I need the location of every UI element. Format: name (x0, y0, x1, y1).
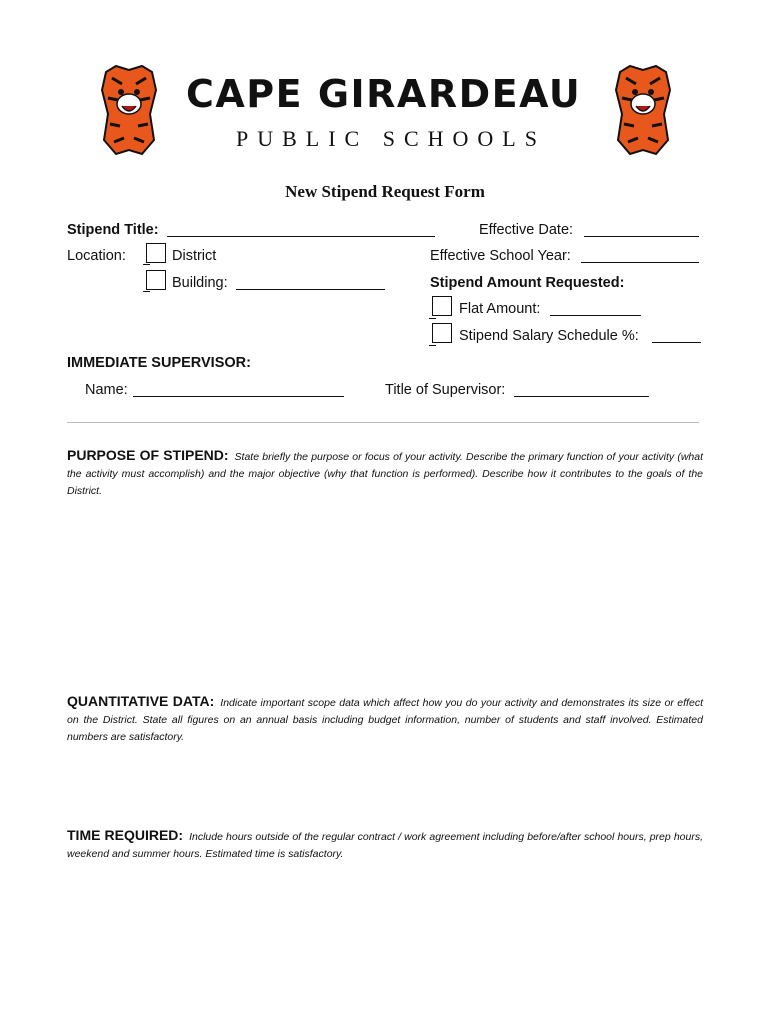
time-required-heading: TIME REQUIRED: (67, 827, 184, 843)
time-required-instructions: Include hours outside of the regular contract / work agreement including before/after school hours, prep hours, weekend and summer hours. Estimated time is satisfactory. (67, 831, 704, 860)
section-divider (67, 422, 699, 423)
building-label: Building: (172, 275, 228, 291)
flat-amount-checkbox-underscore (429, 318, 436, 319)
effective-date-field[interactable] (584, 223, 699, 237)
supervisor-name-label: Name: (85, 382, 128, 398)
location-label: Location: (67, 248, 126, 264)
supervisor-name-field[interactable] (133, 383, 344, 397)
quantitative-heading: QUANTITATIVE DATA: (67, 693, 215, 709)
tiger-mascot-left-icon (98, 64, 160, 156)
district-checkbox[interactable] (146, 243, 166, 263)
building-field[interactable] (236, 276, 385, 290)
salary-schedule-field[interactable] (652, 329, 701, 343)
quantitative-section (67, 693, 703, 746)
time-required-section (67, 827, 703, 863)
district-name: CAPE GIRARDEAU (186, 72, 582, 116)
stipend-amount-heading: Stipend Amount Requested: (430, 275, 625, 291)
quantitative-instructions: Indicate important scope data which affect how you do your activity and demonstrates its size or effect on the District. State all figures on an annual basis including budget information, number of students and staff involved. Estimated numbers are satisfactory. (67, 697, 703, 743)
stipend-title-label: Stipend Title: (67, 222, 159, 238)
effective-date-label: Effective Date: (479, 222, 574, 238)
salary-schedule-checkbox[interactable] (432, 323, 452, 343)
tiger-mascot-right-icon (612, 64, 674, 156)
purpose-section (67, 447, 703, 500)
building-checkbox-underscore (143, 291, 150, 292)
effective-school-year-field[interactable] (581, 249, 699, 263)
stipend-title-field[interactable] (167, 223, 435, 237)
supervisor-title-label: Title of Supervisor: (385, 382, 506, 398)
district-label: District (172, 248, 217, 264)
flat-amount-field[interactable] (550, 302, 641, 316)
flat-amount-label: Flat Amount: (459, 301, 541, 317)
district-checkbox-underscore (143, 264, 150, 265)
building-checkbox[interactable] (146, 270, 166, 290)
salary-schedule-label: Stipend Salary Schedule %: (459, 328, 639, 344)
effective-school-year-label: Effective School Year: (430, 248, 571, 264)
purpose-heading: PURPOSE OF STIPEND: (67, 447, 229, 463)
form-title: New Stipend Request Form (285, 182, 485, 201)
salary-schedule-checkbox-underscore (429, 345, 436, 346)
supervisor-heading: IMMEDIATE SUPERVISOR: (67, 355, 251, 371)
supervisor-title-field[interactable] (514, 383, 649, 397)
purpose-instructions: State briefly the purpose or focus of your activity. Describe the primary function of your activity (what the activity must accomplish) and the major objective (why that function is performed). Describe how it contributes to the goals of the District. (67, 451, 703, 497)
flat-amount-checkbox[interactable] (432, 296, 452, 316)
district-subtitle: PUBLIC SCHOOLS (236, 126, 546, 151)
